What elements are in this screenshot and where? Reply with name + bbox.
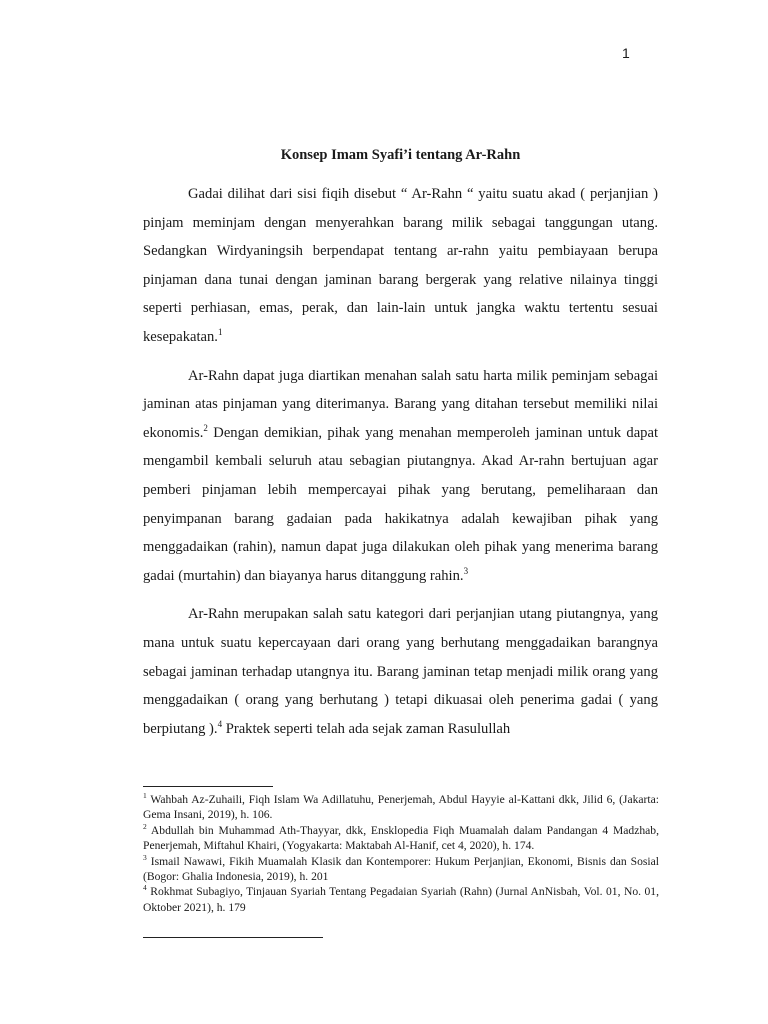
footnote-number: 3: [143, 852, 147, 862]
document-title: Konsep Imam Syafi’i tentang Ar-Rahn: [280, 147, 521, 163]
paragraph-1: [143, 180, 658, 352]
footnote-number: 2: [143, 821, 147, 831]
footnote-4: [143, 884, 659, 915]
page-number: 1: [622, 45, 630, 61]
footnote-ref-2[interactable]: 2: [203, 422, 208, 433]
paragraph-text: Gadai dilihat dari sisi fiqih disebut “ Ar-Rahn “ yaitu suatu akad ( perjanjian ) pinjam meminjam dengan menyerahkan barang milik sebagai tanggungan utang. Sedangkan Wirdyaningsih berpendapat tentang ar-rahn yaitu pembiayaan berupa pinjaman dana tunai dengan jaminan barang bergerak yang relative nilainya tinggi seperti perhiasan, emas, perak, dan lain-lain untuk jangka waktu tertentu sesuai kesepakatan.: [143, 186, 658, 345]
paragraph-3: [143, 600, 658, 743]
body-text: [143, 180, 658, 753]
footnote-text: Wahbah Az-Zuhaili, Fiqh Islam Wa Adillatuhu, Penerjemah, Abdul Hayyie al-Kattani dkk, Jilid 6, (Jakarta: Gema Insani, 2019), h. 106.: [143, 793, 659, 822]
footnote-ref-3[interactable]: 3: [463, 565, 469, 576]
footnote-ref-4[interactable]: 4: [217, 718, 223, 729]
footnote-2: [143, 823, 659, 854]
paragraph-text: Ar-Rahn merupakan salah satu kategori dari perjanjian utang piutangnya, yang mana untuk suatu kepercayaan dari orang yang berhutang menggadaikan barangnya sebagai jaminan terhadap utangnya itu. Barang jaminan tetap menjadi milik orang yang menggadaikan ( orang yang berhutang ) tetapi dikuasai oleh penerima gadai ( yang berpiutang ).: [143, 606, 658, 737]
paragraph-text: Praktek seperti telah ada sejak zaman Rasulullah: [222, 720, 511, 737]
bottom-separator: [143, 937, 323, 938]
footnote-1: [143, 792, 659, 823]
footnote-number: 4: [143, 883, 147, 893]
paragraph-text: Dengan demikian, pihak yang menahan memperoleh jaminan untuk dapat mengambil kembali seluruh atau sebagian piutangnya. Akad Ar-rahn bertujuan agar pemberi pinjaman lebih mempercayai pihak yang berutang, pemeliharaan dan penyimpanan barang gadaian pada hakikatnya adalah kewajiban pihak yang menggadaikan (rahin), namun dapat juga dilakukan oleh pihak yang menerima barang gadai (murtahin) dan biayanya harus ditanggung rahin.: [143, 424, 658, 584]
footnote-text: Ismail Nawawi, Fikih Muamalah Klasik dan Kontemporer: Hukum Perjanjian, Ekonomi, Bisnis dan Sosial (Bogor: Ghalia Indonesia, 2019), h. 201: [143, 854, 659, 884]
paragraph-2: [143, 362, 658, 591]
footnote-text: Abdullah bin Muhammad Ath-Thayyar, dkk, Ensklopedia Fiqh Muamalah dalam Pandangan 4 Madzhab, Penerjemah, Miftahul Khairi, (Yogyakarta: Maktabah Al-Hanif, cet 4, 2020), h. 174.: [143, 823, 659, 853]
footnotes: [143, 792, 659, 915]
footnote-separator: [143, 786, 273, 787]
paragraph-text: Ar-Rahn dapat juga diartikan menahan salah satu harta milik peminjam sebagai jaminan atas pinjaman yang diterimanya. Barang yang ditahan tersebut memiliki nilai ekonomis.: [143, 367, 658, 441]
footnote-ref-1[interactable]: 1: [217, 327, 223, 338]
footnote-3: [143, 854, 659, 885]
footnote-text: Rokhmat Subagiyo, Tinjauan Syariah Tentang Pegadaian Syariah (Rahn) (Jurnal AnNisbah, Vol. 01, No. 01, Oktober 2021), h. 179: [143, 885, 659, 914]
footnote-number: 1: [143, 791, 147, 801]
